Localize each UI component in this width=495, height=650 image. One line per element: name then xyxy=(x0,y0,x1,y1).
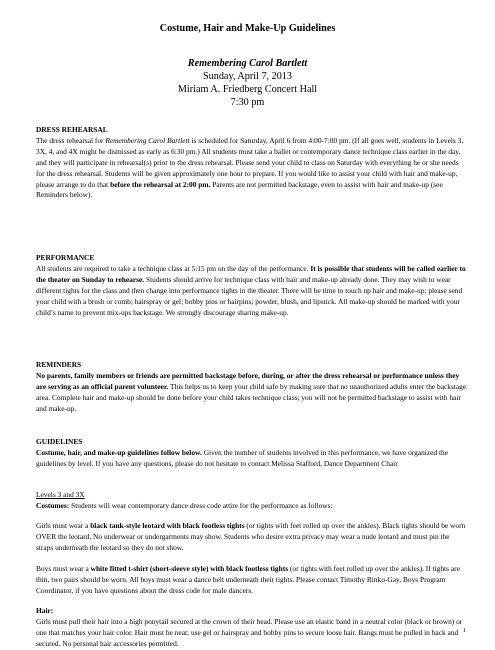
event-time: 7:30 pm xyxy=(230,97,265,108)
paragraph: Costumes: Students will wear contemporary dance dress code attire for the performance as follows: xyxy=(36,500,333,510)
girls-costume-paragraph: Girls must wear a black tank-style leotard with black footless tights (or tights with feet rolled up over the ankles). Black tights should be worn OVER the leotard. No underwear or undergarments may show. Students who desire extra privacy may wear a nude leotard and must pin the straps underneath the leotard so they do not show. xyxy=(36,521,466,552)
levels-section xyxy=(36,490,468,512)
dress-rehearsal-section xyxy=(36,125,468,201)
section-heading: REMINDERS xyxy=(36,360,82,369)
section-heading: GUIDELINES xyxy=(36,437,83,446)
section-heading: PERFORMANCE xyxy=(36,253,95,262)
guidelines-section xyxy=(36,437,468,470)
paragraph: The dress rehearsal for Remembering Carol Bartlett is scheduled for Saturday, April 6 from 4:00-7:00 pm. (If all goes well, students in Levels 3, 3X, 4, and 4X might be dismissed as early as 6:30 pm.) All students must take a ballet or contemporary dance technique class earlier in the day, and they will participate in rehearsal(s) prior to the dress rehearsal. Please send your child to class on Saturday with everything he or she needs for the dress rehearsal. Students will be given approximately one hour to prepare. If you would like to assist your child with hair and make-up, please arrange to do that before the rehearsal at 2:00 pm. Parents are not permitted backstage, even to assist with hair and make-up (see Reminders below). xyxy=(36,135,464,200)
event-venue: Miriam A. Friedberg Concert Hall xyxy=(177,84,318,95)
performance-section xyxy=(36,253,468,318)
paragraph: No parents, family members or friends are permitted backstage before, during, or after the dress rehearsal or performance unless they are serving as an official parent volunteer. This helps us to keep your child safe by making sure that no unauthorized adults enter the backstage area. Complete hair and make-up should be done before your child takes technique class; you will not be permitted backstage to assist with hair and make-up. xyxy=(36,370,467,413)
section-heading: DRESS REHEARSAL xyxy=(36,125,108,134)
hair-paragraph: Hair: Girls must pull their hair into a high ponytail secured at the crown of their head. Please use an elastic band in a neutral color (black or brown) or one that matches your hair color. Hair must be neat; use gel or hairspray and bobby pins to secure loose hair. Bangs must be pulled in back and secured. No personal hair accessories permitted. xyxy=(36,606,463,648)
document-title: Costume, Hair and Make-Up Guidelines xyxy=(159,23,336,34)
reminders-section xyxy=(36,360,468,415)
paragraph: All students are required to take a technique class at 5:15 pm on the day of the performance. It is possible that students will be called earlier to the theater on Sunday to rehearse. Students should arrive for technique class with hair and make-up already done. They may wish to wear different tights for the class and then change into performance tights in the theater. There will be time to touch up hair and make-up; please send your child with a brush or comb; hairspray or gel; bobby pins or hairpins; powder, blush, and lipstick. All make-up should be marked with your child’s name to prevent mix-ups backstage. We strongly discourage sharing make-up. xyxy=(36,263,466,317)
paragraph: Costume, hair, and make-up guidelines follow below. Given the number of students involved in this performance, we have organized the guidelines by level. If you have any questions, please do not hesitate to contact Melissa Stafford, Dance Department Chair. xyxy=(36,447,448,468)
page-number: 1 xyxy=(462,627,466,634)
event-name: Remembering Carol Bartlett xyxy=(187,58,308,69)
event-date: Sunday, April 7, 2013 xyxy=(202,71,293,82)
boys-costume-paragraph: Boys must wear a white fitted t-shirt (short-sleeve style) with black footless tights (or tights with feet rolled up over the ankles). If tights are thin, two pairs should be worn. All boys must wear a dance belt underneath their tights. Please contact Timothy Rinko-Gay, Boys Program Coordinator, if you have questions about the dress code for male dancers. xyxy=(36,564,460,595)
subsection-heading: Levels 3 and 3X xyxy=(36,490,85,499)
